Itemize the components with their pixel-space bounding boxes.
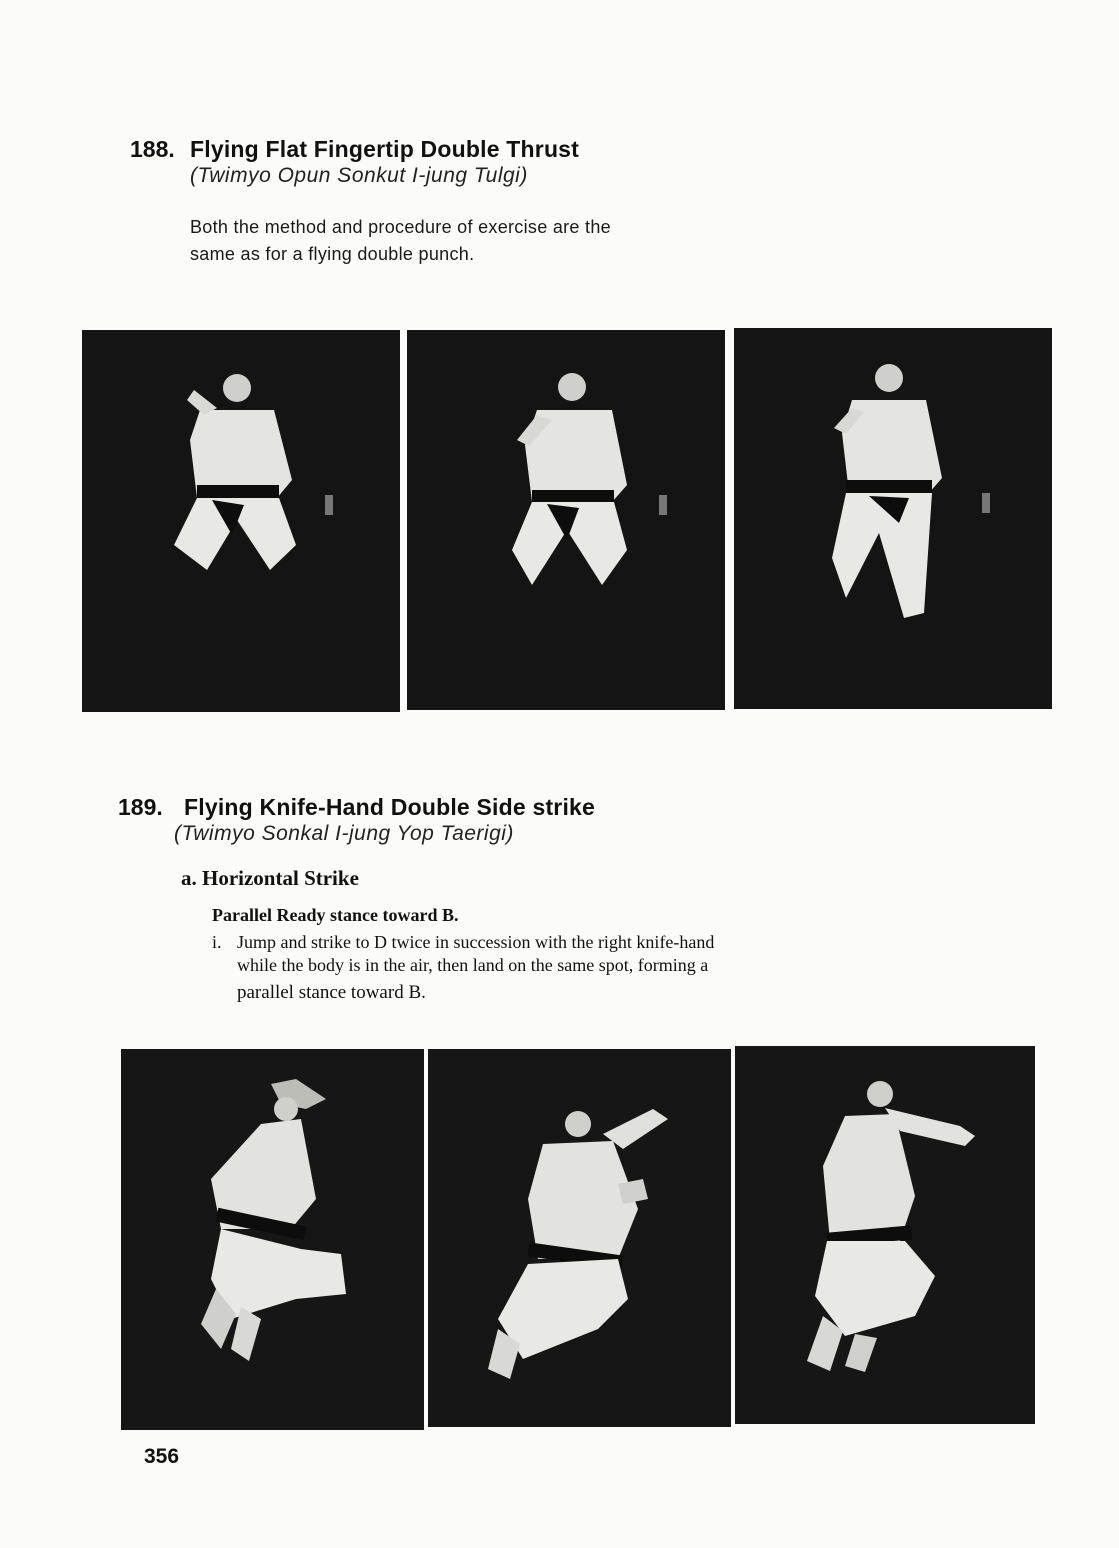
section-189-subtitle: (Twimyo Sonkal I-jung Yop Taerigi) [174,822,514,845]
section-188-body-line-1: Both the method and procedure of exercise are the [190,217,611,237]
section-189-number: 189. [118,794,163,820]
photo-188-3 [734,328,1052,709]
step-line-1: Jump and strike to D twice in succession with the right knife-hand [237,932,715,952]
section-188-body-line-2: same as for a flying double punch. [190,244,475,264]
section-188-number: 188. [130,136,175,162]
photo-188-1 [82,330,400,712]
subsection-horizontal-strike: a. Horizontal Strike [181,866,359,890]
page-number: 356 [144,1445,180,1468]
section-189-title: Flying Knife-Hand Double Side strike [184,794,596,820]
photo-188-2 [407,330,725,710]
photo-189-1 [121,1049,424,1430]
section-188-title: Flying Flat Fingertip Double Thrust [190,136,580,162]
stance-line: Parallel Ready stance toward B. [212,905,459,925]
photo-189-2 [428,1049,731,1427]
step-line-2: while the body is in the air, then land on the same spot, forming a [237,955,709,975]
section-188-subtitle: (Twimyo Opun Sonkut I-jung Tulgi) [190,164,528,187]
step-line-3: parallel stance toward B. [237,982,426,1003]
photo-189-3 [735,1046,1035,1424]
step-marker: i. [212,932,222,952]
